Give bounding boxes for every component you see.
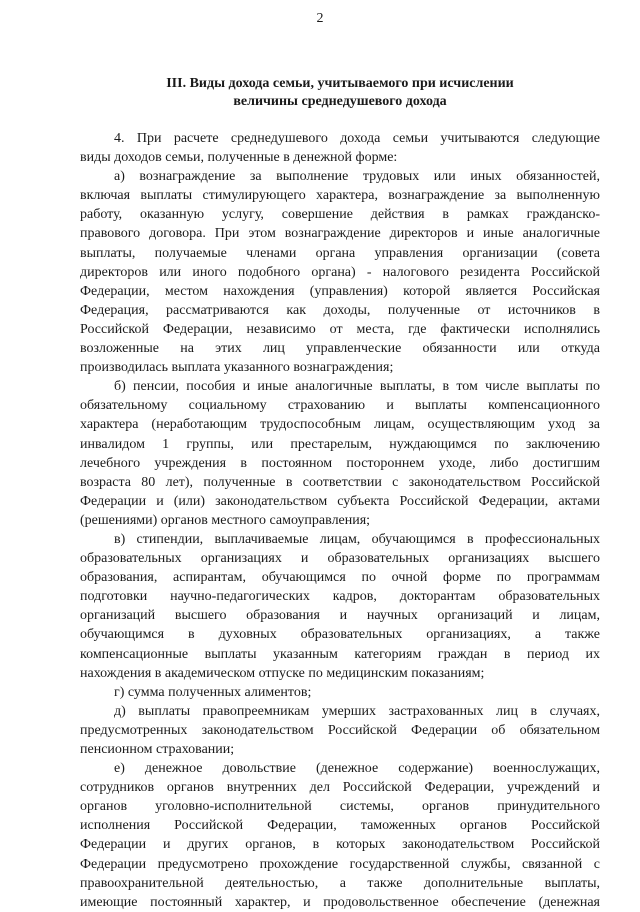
item-e-line: органов уголовно-исполнительной системы, органов принудительного [80, 799, 600, 815]
item-a-line: директоров или иного подобного органа) - налогового резидента Российской [80, 264, 600, 280]
item-b-line: лечебного учреждения в постоянном постороннем уходе, либо достигшим [80, 455, 600, 471]
item-a-line: производилась выплата указанного вознаграждения; [80, 360, 394, 376]
item-b-line: (решениями) органов местного самоуправления; [80, 512, 371, 528]
section-title [80, 75, 600, 111]
item-b-line: возраста 80 лет), полученные в соответствии с законодательством Российской [80, 474, 600, 490]
item-a-line: выплаты, получаемые членами органа управления организации (совета [80, 245, 600, 261]
item-v-line: в) стипендии, выплачиваемые лицам, обучающимся в профессиональных [114, 531, 600, 547]
item-b-line: инвалидом 1 группы, или престарелым, нуждающимся по заключению [80, 436, 600, 452]
item-b-line: характера (неработающим трудоспособным лицам, осуществляющим уход за [80, 417, 600, 433]
item-b-line: Федерации и (или) законодательством субъекта Российской Федерации, актами [80, 493, 600, 509]
paragraph-4-line: виды доходов семьи, полученные в денежной форме: [80, 150, 398, 166]
item-a-line: правового договора. При этом вознаграждение директоров и иные аналогичные [80, 226, 600, 242]
item-v-line: образования, аспирантам, обучающимся по очной форме по программам [80, 570, 600, 586]
document-body [80, 129, 600, 912]
item-a-line: Российской Федерации, независимо от места, где фактически исполнялись [80, 321, 600, 337]
item-e-line: Федерации предусмотрено прохождение государственной службы, связанной с [80, 856, 600, 872]
item-v-line: компенсационные выплаты указанным категориям граждан в период их [80, 646, 600, 662]
item-b-line: обязательному социальному страхованию и выплаты компенсационного [80, 398, 600, 414]
item-e-line: сотрудников органов внутренних дел Российской Федерации, учреждений и [80, 780, 600, 796]
item-d-line: предусмотренных законодательством Российской Федерации об обязательном [80, 722, 600, 738]
item-e-line: имеющие постоянный характер, и продовольственное обеспечение (денежная [80, 894, 600, 910]
item-e-line: Федерации и других органов, в которых законодательством Российской [80, 837, 600, 853]
item-v-line: нахождения в академическом отпуске по медицинским показаниям; [80, 665, 485, 681]
item-d-line: пенсионном страховании; [80, 742, 235, 757]
page-number: 2 [316, 11, 324, 26]
item-a-line: Федерации, местом нахождения (управления) которой является Российская [80, 283, 600, 299]
item-v-line: подготовки научно-педагогических кадров, докторантам образовательных [80, 589, 600, 605]
section-title-line-1: III. Виды дохода семьи, учитываемого при исчислении [166, 76, 514, 91]
item-g-line: г) сумма полученных алиментов; [114, 684, 312, 700]
section-title-line-2: величины среднедушевого дохода [233, 94, 447, 109]
item-a-line: работу, оказанную услугу, совершение действия в рамках гражданско- [80, 207, 600, 223]
item-v-line: обучающимся в духовных образовательных организациях, а также [80, 627, 600, 643]
item-e-line: исполнения Российской Федерации, таможенных органов Российской [80, 818, 600, 834]
item-a-line: Федерация, рассматриваются как доходы, полученные от источников в [80, 302, 600, 318]
paragraph-4-line: 4. При расчете среднедушевого дохода семьи учитываются следующие [114, 131, 600, 146]
item-e-line: е) денежное довольствие (денежное содержание) военнослужащих, [114, 761, 600, 777]
item-v-line: организаций высшего образования и научных организаций и лицам, [80, 608, 600, 624]
item-a-line: возложенные на этих лиц управленческие обязанности или откуда [80, 341, 600, 357]
item-b-line: б) пенсии, пособия и иные аналогичные выплаты, в том числе выплаты по [114, 379, 600, 395]
item-a-line: а) вознаграждение за выполнение трудовых или иных обязанностей, [114, 169, 600, 185]
item-d-line: д) выплаты правопреемникам умерших застрахованных лиц в случаях, [114, 703, 600, 719]
item-v-line: образовательных организациях и образовательных организациях высшего [80, 551, 600, 567]
item-e-line: правоохранительной деятельностью, а также дополнительные выплаты, [80, 875, 600, 891]
item-a-line: включая выплаты стимулирующего характера, вознаграждение за выполненную [80, 188, 600, 204]
